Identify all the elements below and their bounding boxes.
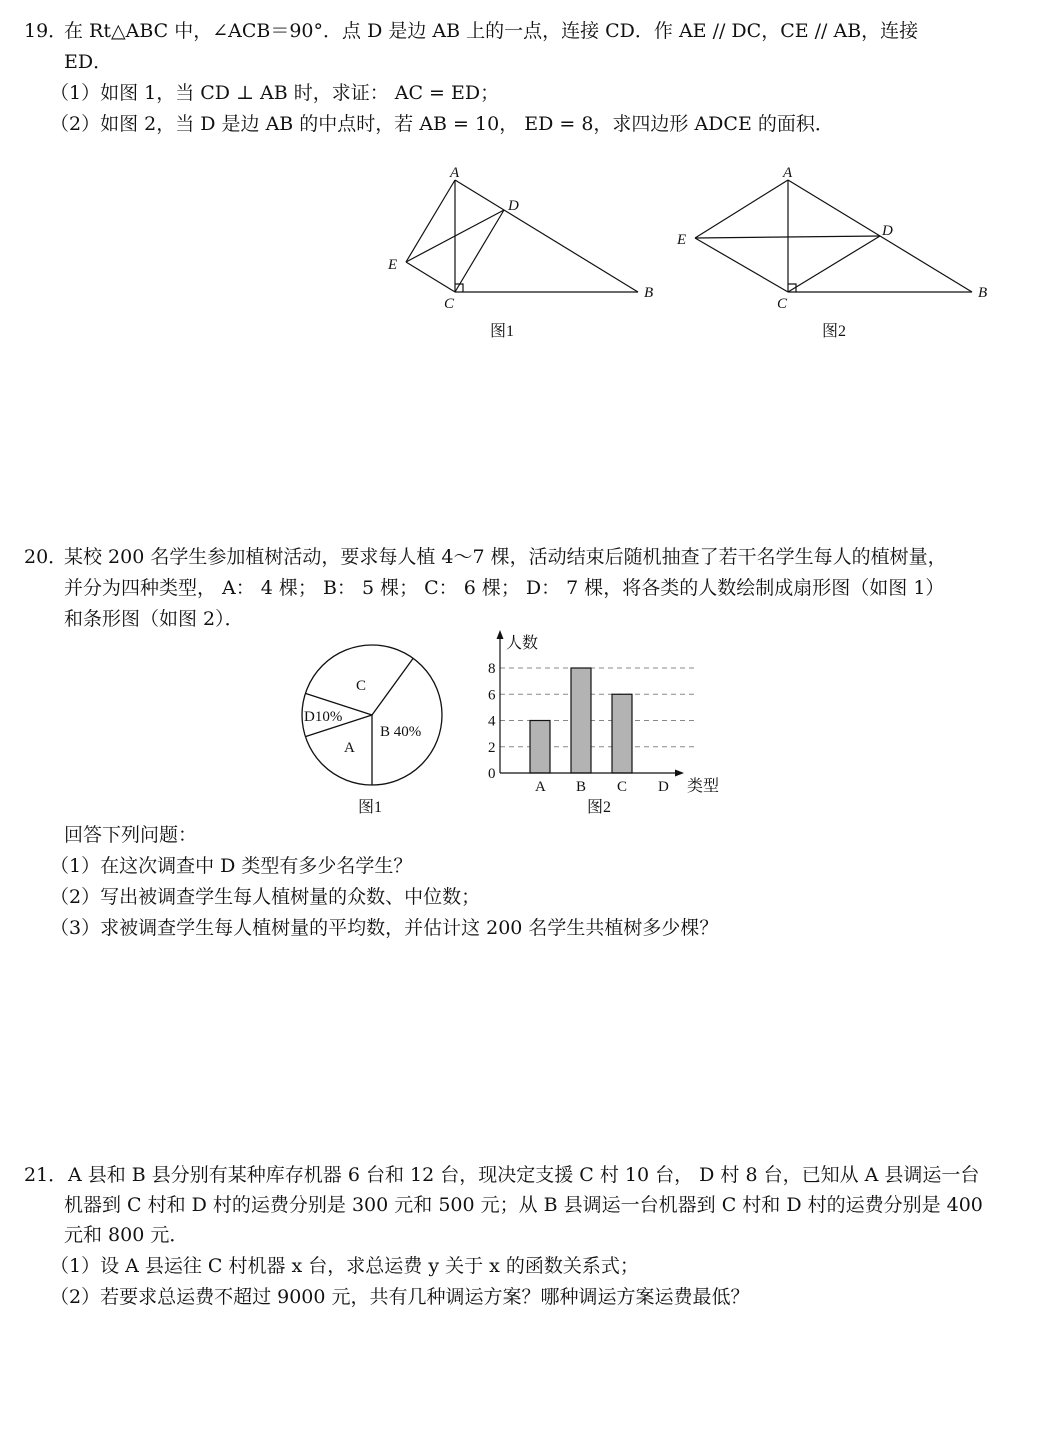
y-tick-8: 8	[488, 661, 496, 677]
q19-number: 19．	[24, 20, 68, 42]
q20-intro: 回答下列问题：	[64, 824, 198, 846]
fig2-caption: 图2	[822, 323, 847, 340]
fig1-label-b: B	[644, 285, 654, 301]
q20-line2: 并分为四种类型， A： 4 棵； B： 5 棵； C： 6 棵； D： 7 棵，将各类的人数绘制成扇形图（如图 1）	[64, 577, 945, 599]
fig1-label-d: D	[508, 198, 519, 214]
q19-line2: ED．	[64, 51, 113, 73]
q19-line1: 在 Rt△ABC 中，∠ACB＝90°．点 D 是边 AB 上的一点，连接 CD．作 AE // DC，CE // AB，连接	[64, 20, 919, 42]
fig2-label-b: B	[978, 285, 988, 301]
q19-part2: （2）如图 2，当 D 是边 AB 的中点时，若 AB = 10， ED = 8，求四边形 ADCE 的面积．	[50, 113, 834, 135]
y-tick-6: 6	[488, 687, 496, 704]
pie-caption: 图1	[358, 799, 383, 816]
x-tick-c: C	[617, 779, 628, 795]
bar-a	[530, 721, 550, 774]
q21-line1: A 县和 B 县分别有某种库存机器 6 台和 12 台，现决定支援 C 村 10 台， D 村 8 台，已知从 A 县调运一台	[68, 1164, 980, 1186]
fig1-label-e: E	[388, 257, 398, 273]
x-axis-arrow	[675, 770, 684, 777]
q20-part2: （2）写出被调查学生每人植树量的众数、中位数；	[50, 886, 481, 908]
bar-caption: 图2	[587, 799, 612, 816]
y-tick-0: 0	[488, 766, 496, 782]
fig2-label-a: A	[783, 165, 793, 181]
y-tick-2: 2	[488, 739, 496, 756]
x-tick-d: D	[658, 779, 669, 795]
fig1-label-c: C	[444, 296, 455, 312]
q21-part2: （2）若要求总运费不超过 9000 元，共有几种调运方案？哪种调运方案运费最低？	[50, 1286, 750, 1308]
q21-line2: 机器到 C 村和 D 村的运费分别是 300 元和 500 元；从 B 县调运一台机器到 C 村和 D 村的运费分别是 400	[64, 1194, 983, 1216]
fig1-label-a: A	[450, 165, 460, 181]
x-tick-a: A	[535, 779, 546, 795]
q20-line3: 和条形图（如图 2）．	[64, 608, 244, 630]
bar-b	[571, 668, 591, 773]
pie-label-a: A	[344, 740, 355, 756]
y-axis-label: 人数	[506, 635, 539, 652]
bar-chart	[480, 628, 730, 820]
fig2-label-e: E	[677, 232, 687, 248]
fig2-label-d: D	[882, 223, 893, 239]
x-axis-label: 类型	[687, 778, 720, 795]
q21-number: 21．	[24, 1164, 68, 1186]
q19-figure1	[380, 160, 670, 345]
pie-label-b: B 40%	[380, 724, 422, 740]
y-tick-4: 4	[488, 713, 496, 730]
pie-label-d: D10%	[304, 709, 343, 725]
q20-part1: （1）在这次调查中 D 类型有多少名学生？	[50, 855, 413, 877]
y-axis-arrow	[497, 630, 504, 639]
q21-line3: 元和 800 元．	[64, 1224, 189, 1246]
x-tick-b: B	[576, 779, 587, 795]
pie-slice-boundary-b	[372, 658, 413, 715]
q20-number: 20．	[24, 546, 68, 568]
q21-part1: （1）设 A 县运往 C 村机器 x 台，求总运费 y 关于 x 的函数关系式；	[50, 1255, 639, 1277]
pie-chart	[296, 640, 456, 820]
q20-line1: 某校 200 名学生参加植树活动，要求每人植 4～7 棵，活动结束后随机抽查了若干名学生每人的植树量，	[64, 546, 947, 568]
q19-figure2	[670, 160, 1000, 345]
fig2-label-c: C	[777, 296, 788, 312]
fig1-caption: 图1	[490, 323, 515, 340]
bar-c	[612, 694, 632, 773]
q20-part3: （3）求被调查学生每人植树量的平均数，并估计这 200 名学生共植树多少棵？	[50, 917, 719, 939]
pie-label-c: C	[356, 678, 367, 694]
q19-part1: （1）如图 1，当 CD ⊥ AB 时，求证： AC = ED；	[50, 82, 500, 104]
